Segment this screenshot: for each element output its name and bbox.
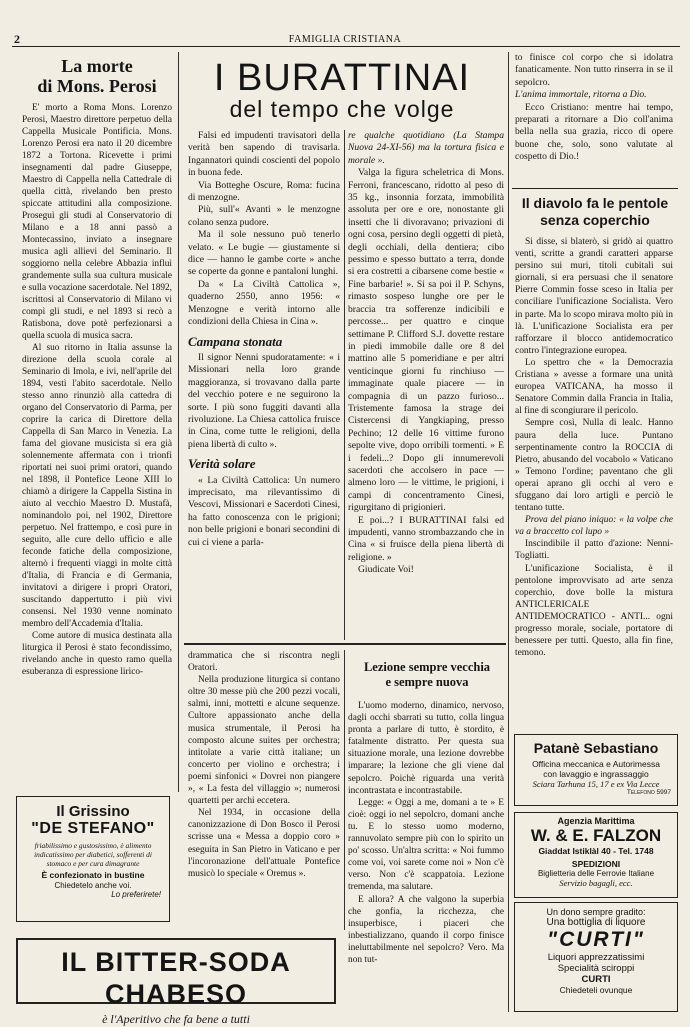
burattinai-paragraph: Da « La Civiltà Cattolica », quaderno 2550, anno 1956: « Menzogne e verità intorno alle condizioni della Chiesa in Cina ». [188,278,340,328]
perosi-article [22,56,172,678]
lezione-paragraph: Ecco Cristiano: mentre hai tempo, preparati a ritornare a Dio coll'anima bella nella sua grazia, ricco di opere buone che, solo, sono valutate al cospetto di Dio.! [515,101,673,163]
diavolo-paragraph: Sempre così, Nulla di lealc. Hanno paura della luce. Puntano serpentinamente contro la ROCCIA di Pietro, abusando del vocabolo « Vaticano » Temono l'ordine; paventano che gli operai aprano gli occhi al vero e sfuggano dai loro artigli e perciò le tentano tutte. [515,418,673,514]
grissino-line4: Chiedetelo anche voi. [54,881,132,890]
bitter-soda-ad [16,938,336,1026]
column-divider [344,650,345,930]
patane-name: Patanè Sebastiano [533,740,659,756]
diavolo-paragraph: Lo spettro che « la Democrazia Cristiana » avesse a formare una unità europea VATICANA, ha mosso il Senatore Commin dalla Francia in Italia, al fine di scongiurare il pericolo. [515,357,673,417]
falzon-spedizioni: SPEDIZIONI [571,859,621,869]
lezione-paragraph: L'anima immortale, ritorna a Dio. [515,89,647,101]
falzon-line1: Biglietteria delle Ferrovie Italiane [537,869,655,878]
perosi-paragraph: Nel 1934, in occasione della canonizzazione di Don Bosco il Perosi scrisse una « Messa a doppio coro » eseguita in San Pietro in Vaticano e per l'incoronazione dell'attuale Pontefice musicò lo speciale « Oremus ». [188,808,340,879]
subheading-verita-solare: Verità solare [188,456,256,472]
perosi-paragraph: Nella produzione liturgica si contano oltre 30 messe più che 200 pezzi vocali, salmi, inni, mottetti e alcune sequenze. Cultore appassionato anche della musica strumentale, il Perosi ha composto alcune suites per orchestra; intitolate a varie città italiane; un concerto per violino e orchestra; i poemi sinfonici « Dovrei non piangere », « La festa del villaggio »; numerosi quartetti per archi eccetera. [188,675,340,807]
column-divider [508,52,509,1012]
burattinai-subtitle: del tempo che volge [229,96,455,122]
masthead: FAMIGLIA CRISTIANA [288,34,402,45]
lezione-paragraph: E allora? A che valgono la superbia che gonfia, la ricchezza, che insuperbisce, i piaceri che inbestializzano, quando il corpo finisce ineluttabilmente nel sepolcro? Vero. Ma non tut- [348,894,504,965]
perosi-title: La morte di Mons. Perosi [37,56,157,96]
patane-phone: Telefono 5997 [626,789,671,796]
section-rule [512,188,678,189]
burattinai-col1 [188,130,340,549]
burattinai-paragraph: re qualche quotidiano (La Stampa Nuova 24-XI-56) ma la tortura fisica e morale ». [348,130,504,166]
burattinai-col2 [348,130,504,577]
subheading-campana-stonata: Campana stonata [188,333,283,349]
burattinai-paragraph: Valga la figura scheletrica di Mons. Ferroni, francescano, ridotto al peso di 35 kg., insonnia forzata, immobilità assoluta per ore e ore, nonostante gli insetti che li divoravano; privazioni di ogni cosa, persino degli oggetti di pietà, degli occhiali, della dentiera; cibo pessimo e spesso buttato a terra, donde si era costretti a cibarsene come bestie « Fine barbarie! ». Si sa poi il P. Schyns, rimasto sospeso lunghe ore per le braccia tra sofferenze indicibili e percosse... per quattro e cinque settimane P. Clifford S.J. dovette restare in piedi immobile dalle ore 8 del mattino alle 5 pomeridiane e per altri venticinque giorni fu rinchiuso — immaginate quale piacere — in compagnia di un pazzo furioso... Tristemente famosa la strage dei Cistercensi di Yangkiaping, presso Pechino; 12 delle 16 vittime furono sepolte vive, dopo orribili tormenti. » E i fedeli...? Dopo gli innumerevoli sacerdoti che accolsero in pace — almeno loro — le vittime, le prigioni, i campi di concentramento Cinesi, rigurgitano di prigionieri. [348,167,504,514]
grissino-line3: È confezionato in bustine [41,870,145,880]
section-rule [184,643,506,645]
curti-line3: Liquori apprezzatissimi [547,952,645,963]
burattinai-paragraph: Falsi ed impudenti travisatori della verità ben sapendo di travisarla. Ingannatori quindi coscienti del popolo in buona fede. [188,130,340,179]
diavolo-paragraph: Si disse, si blaterò, si gridò ai quattro venti, scritte a grandi caratteri apparse persino sui muri, titoli cubitali sui giornali, si era persuasi che il senatore Pierre Commin fosse sceso in Italia per conciliare l'unificazione Socialista. Vero in parte. Ma lo scopo mirava molto più in là. L'unificazione Socialista era per rafforzare il blocco antidemocratico contro l'integrazione europea. [515,237,673,356]
perosi-paragraph: Al suo ritorno in Italia assunse la direzione della scuola corale al Seminario di Imola, e ivi, nell'aprile del 1894, vestì l'abito sacerdotale. Nello stesso anno rinunziò alla cattedra di organo del Conservatorio di Parma, per coprire la carica di Direttore della Cappella di San Marco in Venezia. La fama del giovane musicista si era già solennemente affermata con i trionfi riportati nei suoi primi oratori, quando nel 1898, il Pontefice Leone XIII lo chiamò a dirigere la Cappella Sistina in aiuto al vecchio Maestro D. Mustafà, nominandolo poi, nel 1902, Direttore perpetuo. Nel frattempo, e così pure in seguito, alle cure dello ufficio e alle feconde fatiche della composizione, alternò i frequenti viaggi in molte città d'Italia, di Francia e di Germania, invitatovi a dirigere i propri Oratori, suscitando dappertutto i più vivi consensi. Nel 1930 venne nominato membro dell'Accademia d'Italia. [22,343,172,629]
burattinai-paragraph: Ma il sole nessuno può tenerlo velato. « Le bugie — giustamente si dice — hanno le gambe corte » anche se coperte da gonne e pantaloni lunghi. [188,229,340,278]
curti-line5: CURTI [581,974,611,985]
lezione-paragraph: Legge: « Oggi a me, domani a te » E cioè: oggi io nel sepolcro, domani anche tu. E lo stesso uomo moderno, rannuvolato sempre più con lo spirito un po' scosso. Un'altra scritta: « Noi fummo come voi, voi sarete come noi » Non c'è verso. Non c'è scappatoia. Lezione tremenda, ma salutare. [348,797,504,893]
page-number: 2 [14,32,20,46]
patane-ad [514,734,678,806]
diavolo-paragraph: Prova del piano iniquo: « la volpe che va a braccetto col lupo » [515,515,673,538]
perosi-paragraph: Come autore di musica destinata alla liturgica il Perosi è stato fecondissimo, rivelando anche in questo ramo quella esuberanza di espressione lirico- [22,631,172,677]
lezione-body [348,700,504,966]
lezione-paragraph: L'uomo moderno, dinamico, nervoso, dagli occhi sbarrati su tutto, colla lingua pronta a parlare di tutto, è stordito, è fatalmente distratto. Per questa sua situazione morale, una lezione dovrebbe imparare; la lezione che gli viene dal sepolcro. Poichè riguarda una verità incontrastata e incontrastabile. [348,701,504,796]
grissino-line5: Lo preferirete! [111,890,161,899]
diavolo-paragraph: Inscindibile il patto d'azione: Nenni-Togliatti. [515,539,673,562]
diavolo-body [515,236,673,659]
patane-line2: con lavaggio e ingrassaggio [543,769,649,779]
falzon-name: W. & E. FALZON [530,826,662,845]
perosi-paragraph: drammatica che si riscontra negli Oratori. [188,651,340,674]
patane-address: Sciara Tarhuna 15, 17 e ex Via Lecce [532,779,660,789]
curti-brand: "CURTI" [547,928,645,951]
burattinai-paragraph: Giudicate Voi! [358,564,414,576]
falzon-heading: Agenzia Marittima [557,816,635,826]
curti-line4: Specialità sciroppi [557,963,635,974]
grissino-line1: Il Grissino [56,803,130,820]
burattinai-paragraph: E poi...? I BURATTINAI falsi ed impudenti, vanno strombazzando che in Cina « si fruisce della piena libertà di religione. » [348,514,504,563]
burattinai-paragraph: Il signor Nenni spudoratamente: « i Missionari nella loro grande maggioranza, si trovavano dalla parte del vecchio potere e ne seguirono la sorte. I più sono fuggiti davanti alla rivoluzione. La Chiesa cattolica fruisce in Cina, come tutte le religioni, della piena libertà di culto ». [188,351,340,450]
falzon-address: Giaddat Istiklàl 40 - Tel. 1748 [538,846,654,856]
perosi-body [22,102,172,678]
bitter-title: IL BITTER-SODA CHABESO [61,947,291,1009]
lezione-title: Lezione sempre vecchia e sempre nuova [363,660,491,689]
burattinai-paragraph: Via Botteghe Oscure, Roma: fucina di menzogne. [188,179,340,204]
falzon-ad [514,812,678,898]
burattinai-paragraph: Più, sull'« Avanti » le menzogne colano senza pudore. [188,204,340,228]
column-divider [344,130,345,640]
curti-line2: Una bottiglia di liquore [546,917,646,928]
col4-top [515,52,673,164]
burattinai-paragraph: « La Civiltà Cattolica: Un numero imprecisato, ma rilevantissimo di Vescovi, Missionari e Sacerdoti Cinesi, ha fatto conoscenza con le prigioni; non belle prigioni e bonari secondini di cui ci viene a parla- [188,474,340,548]
curti-line6: Chiedeteli ovunque [559,985,633,995]
curti-ad [514,902,678,1012]
perosi-paragraph: E' morto a Roma Mons. Lorenzo Perosi, Maestro direttore perpetuo della Cappella Musicale Pontificia. Mons. Lorenzo Perosi era nato il 20 dicembre 1872 a Tortona. Ricevette i primi insegnamenti dal padre Giuseppe, Maestro di Cappella nella Cattedrale di quella città, rivelando ben presto spiccate attitudini alla composizione. Proseguì gli studi al Conservatorio di Milano e a 18 anni passò a Montecassino, inviato a insegnare musica agli allievi del Seminario. Il soggiorno nella celebre Abbazia influì grandemente sulla sua cultura musicale e sulla vocazione sacerdotale. Nel 1892, iscrittosi al Conservatorio di Milano vi compì gli studi, e nel 1893 si recò a Ratisbona, dove potè perfezionarsi a quella scuola di musica sacra. [22,103,172,341]
lezione-paragraph: to finisce col corpo che si idolatra fanaticamente. Non tutto rinserra in se il sepolcro. [515,52,673,88]
column-divider [178,52,179,792]
diavolo-paragraph: L'unificazione Socialista, è il pentolone improvvisato ad arte senza coperchio, dove bolle la mistura ANTICLERICALE ANTIDEMOCRATICO - ANTI... ogni progresso morale, sociale, portatore di benessere per tutti. Questo, alla fin fine, temono. [515,563,673,659]
bitter-tagline: è l'Aperitivo che fa bene a tutti [102,1012,250,1026]
diavolo-title: Il diavolo fa le pentole senza coperchio [521,195,669,228]
perosi-continuation [188,650,340,880]
grissino-brand: "DE STEFANO" [31,820,155,837]
grissino-ad [16,796,170,922]
grissino-description: friabilissimo e gustosissimo, è alimento indicatissimo per diabetici, sofferenti di stomaco e per cura dimagrante [34,841,152,868]
falzon-line2: Servizio bagagli, ecc. [559,878,633,888]
burattinai-title: I BURATTINAI [213,57,471,99]
patane-line1: Officina meccanica e Autorimessa [532,759,660,769]
header-rule [12,46,680,47]
curti-line1: Un dono sempre gradito: [546,907,646,917]
